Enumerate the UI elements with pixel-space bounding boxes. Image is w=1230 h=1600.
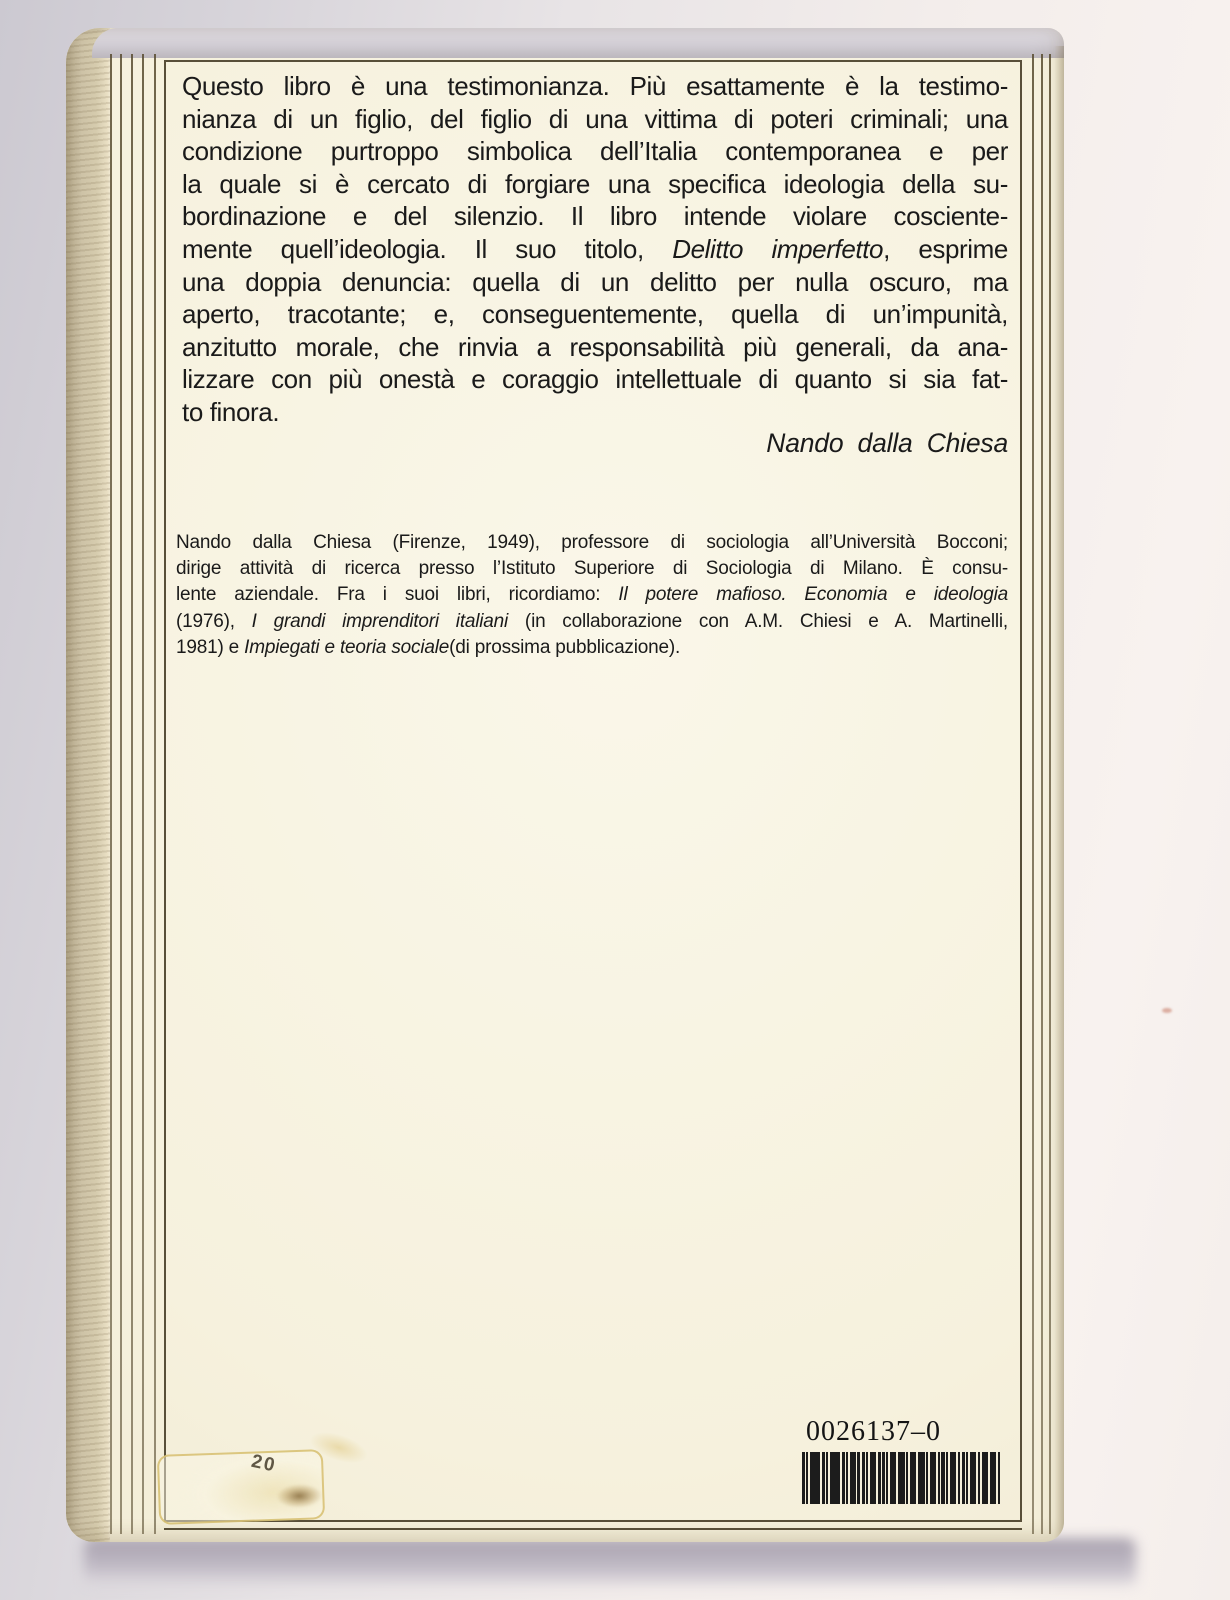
cover-rule-line (1032, 54, 1034, 1534)
text-line: dirige attività di ricerca presso l’Istituto Superiore di Sociologia di Milano. È consu- (176, 558, 1008, 580)
blurb-paragraph (182, 70, 1008, 429)
text-line: Questo libro è una testimonianza. Più esattamente è la testimo- (182, 71, 1008, 101)
cover-rule-line (142, 54, 144, 1534)
text-line: lizzare con più onestà e coraggio intellettuale di quanto si sia fat- (182, 364, 1008, 395)
cover-rule-line (1049, 54, 1051, 1534)
barcode-bars (802, 1452, 1002, 1504)
text-line: mente quell’ideologia. Il suo titolo, Delitto imperfetto, esprime (182, 233, 1008, 264)
cover-rule-line (120, 54, 122, 1534)
text-line: la quale si è cercato di forgiare una specifica ideologia della su- (182, 168, 1008, 199)
text-line: condizione purtroppo simbolica dell’Italia contemporanea e per (182, 136, 1008, 167)
bio-paragraph (176, 530, 1008, 661)
text-line: aperto, tracotante; e, conseguentemente, quella di un’impunità, (182, 299, 1008, 330)
author-signature: Nando dalla Chiesa (766, 428, 1008, 458)
cover-edge-curl (1054, 46, 1064, 1538)
cover-rule-line (154, 54, 156, 1534)
cover-rule-line (110, 54, 112, 1534)
text-line: una doppia denuncia: quella di un delitto per nulla oscuro, ma (182, 266, 1008, 297)
text-line: (1976), I grandi imprenditori italiani (in collaborazione con A.M. Chiesi e A. Martinelli, (176, 610, 1008, 632)
price-sticker-residue (157, 1449, 325, 1525)
text-line: 1981) e Impiegati e teoria sociale(di prossima pubblicazione). (176, 636, 681, 658)
text-line: Nando dalla Chiesa (Firenze, 1949), professore di sociologia all’Università Bocconi; (176, 532, 1008, 553)
text-line: anzitutto morale, che rinvia a responsabilità più generali, da ana- (182, 331, 1008, 362)
sticker-stain (276, 1483, 323, 1509)
cover-rule-line (131, 54, 133, 1534)
text-line: lente aziendale. Fra i suoi libri, ricordiamo: Il potere mafioso. Economia e ideologia (176, 584, 1008, 606)
cover-rule-line (1041, 54, 1043, 1534)
sticker-handwritten-mark: 20 (249, 1450, 279, 1477)
cover-rule-line-bottom (164, 1528, 1022, 1530)
text-line: to finora. (182, 396, 280, 427)
book-shadow (84, 1538, 1136, 1588)
text-line: bordinazione e del silenzio. Il libro intende violare cosciente- (182, 201, 1008, 232)
text-line: nianza di un figlio, del figlio di una vittima di poteri criminali; una (182, 103, 1008, 134)
book-back-cover (66, 28, 1064, 1542)
barcode-number: 0026137–0 (806, 1416, 941, 1447)
page-edges-left (66, 28, 110, 1542)
photo-speck (1162, 1008, 1172, 1013)
page-edges-top (92, 28, 1064, 58)
